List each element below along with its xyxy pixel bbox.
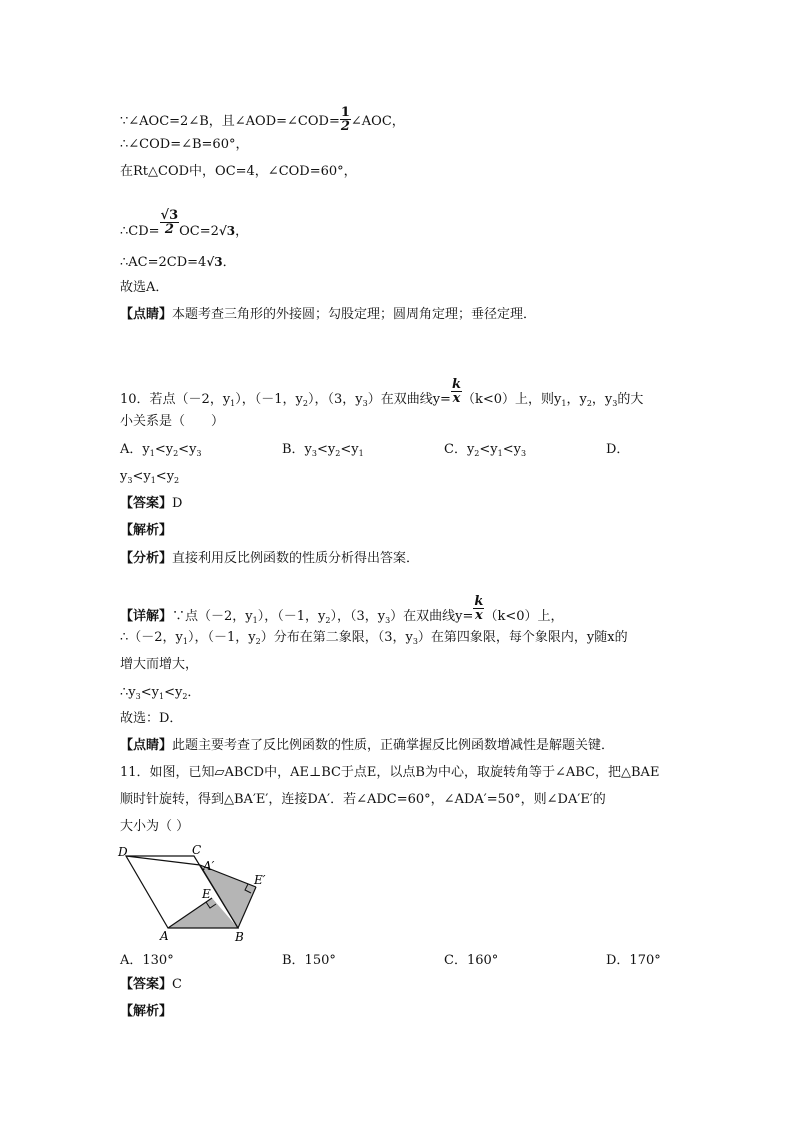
solution-line-1 <box>120 105 405 135</box>
text: ）在双曲线y= <box>390 609 474 624</box>
label-b: B <box>235 930 244 944</box>
solution-line-6: 故选A． <box>120 280 169 295</box>
text: 的大 <box>617 392 644 407</box>
q10-option-a[interactable] <box>120 441 202 463</box>
label: C．y <box>444 442 475 457</box>
solution-line-3: 在Rt△COD中，OC=4，∠COD=60°， <box>120 164 357 179</box>
text: （k<0）上， <box>484 609 564 624</box>
q10-dianjing <box>120 737 614 755</box>
sub: 2 <box>255 637 261 646</box>
sub: 1 <box>158 692 165 701</box>
q10-fenxi <box>120 550 419 568</box>
q10-stem-line-2: 小关系是（ ） <box>120 414 225 429</box>
sqrt-3: √3 <box>218 224 236 238</box>
text: <y <box>164 685 183 700</box>
text: ． <box>222 255 236 270</box>
label: B．y <box>282 442 312 457</box>
q10-xiangjie-line-3: 增大而增大， <box>120 657 199 672</box>
xiangjie-tag: 【详解】 <box>120 609 173 624</box>
q11-option-b[interactable]: B．150° <box>282 953 336 968</box>
label-e1: E′ <box>254 873 266 887</box>
label-a: A <box>160 929 169 943</box>
fraction-half <box>340 106 351 133</box>
text: <y <box>479 442 498 457</box>
text: ），（－1，y <box>235 392 303 407</box>
q11-stem-line-1: 11．如图，已知▱ABCD中，AE⊥BC于点E，以点B为中心，取旋转角等于∠ABC，把△BAE <box>120 765 660 780</box>
sub: 2 <box>302 399 308 408</box>
frac-den: 2 <box>340 119 350 134</box>
q10-jiexi-tag: 【解析】 <box>120 523 173 538</box>
text: （k<0）上，则y <box>461 392 562 407</box>
q10-guxuan: 故选：D． <box>120 711 183 726</box>
text: ∠AOC， <box>350 114 405 129</box>
solution-line-5 <box>120 253 236 272</box>
answer-value: D <box>172 496 183 511</box>
sub: 2 <box>174 476 180 485</box>
frac-den: x <box>475 608 483 623</box>
sub: 3 <box>362 399 368 408</box>
dianjing-tag: 【点睛】 <box>120 738 173 753</box>
text: ，y <box>591 392 613 407</box>
sub: 1 <box>561 399 567 408</box>
sub: 1 <box>149 449 155 458</box>
frac-den: 2 <box>164 222 174 237</box>
answer-tag: 【答案】 <box>120 977 173 992</box>
text: ∴CD= <box>120 224 160 239</box>
answer-value: C <box>172 977 182 992</box>
label-d: D <box>118 845 128 859</box>
text: <y <box>132 469 151 484</box>
sub: 2 <box>173 449 179 458</box>
sub: 2 <box>182 692 188 701</box>
frac-num: k <box>474 594 484 609</box>
q10-option-b[interactable] <box>282 441 364 463</box>
sub: 3 <box>135 692 141 701</box>
text: OC=2 <box>179 224 219 239</box>
text: <y <box>140 685 159 700</box>
q10-option-d-content[interactable] <box>120 468 179 490</box>
sub: 1 <box>230 399 236 408</box>
q10-xiangjie-line-2 <box>120 629 628 651</box>
q11-option-d[interactable]: D．170° <box>606 953 661 968</box>
q11-jiexi-tag: 【解析】 <box>120 1004 173 1019</box>
segment-da1 <box>126 856 200 865</box>
solution-line-2: ∴∠COD=∠B=60°， <box>120 137 249 152</box>
q11-option-a[interactable]: A．130° <box>120 953 174 968</box>
q10-answer <box>120 495 182 513</box>
sub: 1 <box>182 637 188 646</box>
text: y <box>120 469 128 484</box>
fraction-k-over-x <box>451 378 462 405</box>
q10-xiangjie-line-4 <box>120 684 200 706</box>
sub: 1 <box>358 449 364 458</box>
text: <y <box>502 442 521 457</box>
sub: 2 <box>474 449 480 458</box>
text: 10．若点（－2，y <box>120 392 231 407</box>
sub: 2 <box>325 616 331 625</box>
label-c: C <box>192 843 202 857</box>
sub: 2 <box>335 449 341 458</box>
frac-num: √3 <box>160 208 179 223</box>
dianjing-line <box>120 306 536 324</box>
text: <y <box>317 442 336 457</box>
solution-line-4 <box>120 208 249 245</box>
sub: 3 <box>127 476 133 485</box>
q11-answer <box>120 976 182 994</box>
text: ）在第四象限，每个象限内，y随x的 <box>417 630 628 645</box>
text: <y <box>155 469 175 484</box>
label-e: E <box>202 887 211 901</box>
sub: 2 <box>586 399 592 408</box>
fenxi-text: 直接利用反比例函数的性质分析得出答案． <box>172 551 420 566</box>
text: ），（3，y <box>307 392 363 407</box>
q10-option-c[interactable] <box>444 441 526 463</box>
label: A．y <box>120 442 150 457</box>
q10-option-d[interactable]: D． <box>606 442 630 457</box>
text: ），（－1，y <box>257 609 326 624</box>
text: ∴y <box>120 685 136 700</box>
answer-tag: 【答案】 <box>120 496 173 511</box>
frac-num: k <box>451 377 461 392</box>
text: ∵点（－2，y <box>172 609 253 624</box>
frac-num: 1 <box>340 105 350 120</box>
label-a1: A′ <box>203 859 215 873</box>
sub: 3 <box>385 616 391 625</box>
q10-stem-line-1 <box>120 377 644 413</box>
text: <y <box>340 442 359 457</box>
dianjing-text: 本题考查三角形的外接圆；勾股定理；圆周角定理；垂径定理． <box>172 307 537 322</box>
sub: 1 <box>497 449 503 458</box>
q10-xiangjie-line-1 <box>120 594 564 630</box>
text: ，y <box>566 392 587 407</box>
text: ）分布在第二象限，（3，y <box>260 630 413 645</box>
sqrt-3: √3 <box>206 255 223 269</box>
dianjing-tag: 【点睛】 <box>120 307 173 322</box>
text: ），（3，y <box>330 609 386 624</box>
text: ． <box>187 685 201 700</box>
text: <y <box>154 442 174 457</box>
fraction-k-over-x <box>473 595 484 622</box>
text: <y <box>178 442 197 457</box>
sub: 1 <box>150 476 156 485</box>
sub: 3 <box>612 399 618 408</box>
text: ∵∠AOC=2∠B，且∠AOD=∠COD= <box>120 114 340 129</box>
sub: 3 <box>196 449 202 458</box>
q11-figure <box>116 842 276 944</box>
dianjing-text: 此题主要考查了反比例函数的性质，正确掌握反比例函数增减性是解题关键． <box>172 738 615 753</box>
sub: 3 <box>520 449 527 458</box>
text: ∴（－2，y <box>120 630 183 645</box>
text: ）在双曲线y= <box>367 392 451 407</box>
fraction-sqrt3-over-2 <box>160 209 180 236</box>
sub: 3 <box>311 449 317 458</box>
fenxi-tag: 【分析】 <box>120 551 173 566</box>
q11-stem-line-3: 大小为（ ） <box>120 819 190 834</box>
text: ， <box>235 224 249 239</box>
q11-stem-line-2: 顺时针旋转，得到△BA′E′，连接DA′．若∠ADC=60°，∠ADA′=50°，则∠DA′E′的 <box>120 792 606 807</box>
frac-den: x <box>452 391 461 406</box>
q11-option-c[interactable]: C．160° <box>444 953 499 968</box>
text: ∴AC=2CD=4 <box>120 255 207 270</box>
sub: 3 <box>412 637 418 646</box>
sub: 1 <box>252 616 258 625</box>
text: ），（－1，y <box>187 630 256 645</box>
